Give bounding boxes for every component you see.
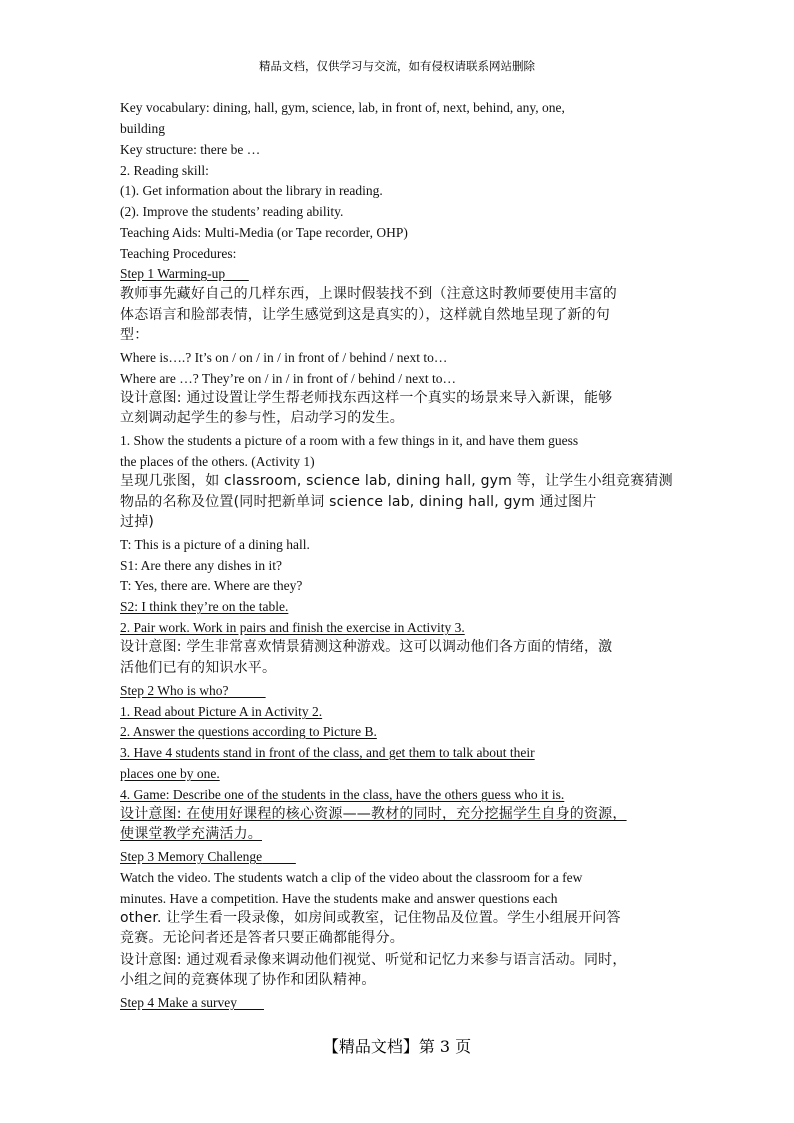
text-line: 设计意图: 在使用好课程的核心资源——教材的同时，充分挖掘学生自身的资源，	[120, 806, 627, 822]
text-line: the places of the others. (Activity 1)	[120, 454, 315, 469]
text-line: 过掉)	[120, 514, 155, 530]
text-line: building	[120, 121, 166, 136]
dialogue-line: S2: I think they’re on the table.	[120, 599, 289, 614]
text-line: 2. Pair work. Work in pairs and finish the exercise in Activity 3.	[120, 620, 465, 635]
list-item: places one by one.	[120, 766, 220, 781]
text-line: 呈现几张图，如 classroom, science lab, dining hall, gym 等，让学生小组竞赛猜测	[120, 473, 673, 489]
dialogue-line: T: Yes, there are. Where are they?	[120, 578, 303, 593]
text-line: 立刻调动起学生的参与性，启动学习的发生。	[120, 410, 404, 426]
text-line: (2). Improve the students’ reading ability.	[120, 204, 344, 219]
text-line: 教师事先藏好自己的几样东西，上课时假装找不到（注意这时教师要使用丰富的	[120, 286, 617, 302]
list-item: 1. Read about Picture A in Activity 2.	[120, 704, 323, 719]
text-line: minutes. Have a competition. Have the students make and answer questions each	[120, 891, 558, 906]
text-line: 设计意图: 学生非常喜欢情景猜测这种游戏。这可以调动他们各方面的情绪，激	[120, 639, 613, 655]
text-line: (1). Get information about the library in reading.	[120, 183, 383, 198]
text-line: 1. Show the students a picture of a room with a few things in it, and have them guess	[120, 433, 579, 448]
text-line: Teaching Aids: Multi-Media (or Tape recorder, OHP)	[120, 225, 408, 240]
text-line: Where are …? They’re on / in / in front of / behind / next to…	[120, 371, 457, 386]
text-line: 小组之间的竞赛体现了协作和团队精神。	[120, 972, 376, 988]
list-item: 2. Answer the questions according to Picture B.	[120, 724, 377, 739]
text-line: 竞赛。无论问者还是答者只要正确都能得分。	[120, 930, 404, 946]
text-line: 体态语言和脸部表情，让学生感觉到这是真实的），这样就自然地呈现了新的句	[120, 307, 610, 323]
text-line: 2. Reading skill:	[120, 163, 209, 178]
section-heading: Step 2 Who is who?	[120, 683, 229, 698]
text-line: other. 让学生看一段录像，如房间或教室，记住物品及位置。学生小组展开问答	[120, 910, 621, 926]
dialogue-line: T: This is a picture of a dining hall.	[120, 537, 310, 552]
text-line: Key vocabulary: dining, hall, gym, science, lab, in front of, next, behind, any, one,	[120, 100, 565, 115]
text-line: Teaching Procedures:	[120, 246, 237, 261]
text-line: 物品的名称及位置(同时把新单词 science lab, dining hall, gym 通过图片	[120, 494, 597, 510]
text-line: 设计意图: 通过设置让学生帮老师找东西这样一个真实的场景来导入新课，能够	[120, 390, 613, 406]
page-footer: 【精品文档】第 3 页	[322, 1037, 472, 1056]
text-line: Key structure: there be …	[120, 142, 261, 157]
section-heading: Step 3 Memory Challenge	[120, 849, 263, 864]
list-item: 3. Have 4 students stand in front of the class, and get them to talk about their	[120, 745, 535, 760]
text-line: 使课堂教学充满活力。	[120, 826, 262, 842]
list-item: 4. Game: Describe one of the students in the class, have the others guess who it is.	[120, 787, 565, 802]
text-line: 设计意图: 通过观看录像来调动他们视觉、听觉和记忆力来参与语言活动。同时，	[120, 952, 627, 968]
section-heading: Step 4 Make a survey	[120, 995, 237, 1010]
text-line: Where is….? It’s on / on / in / in front of / behind / next to…	[120, 350, 448, 365]
text-line: 型：	[120, 327, 149, 343]
text-line: 活他们已有的知识水平。	[120, 660, 277, 676]
dialogue-line: S1: Are there any dishes in it?	[120, 558, 282, 573]
section-heading: Step 1 Warming-up	[120, 266, 226, 281]
page-header: 精品文档，仅供学习与交流，如有侵权请联系网站删除	[259, 59, 535, 73]
text-line: Watch the video. The students watch a clip of the video about the classroom for a few	[120, 870, 583, 885]
